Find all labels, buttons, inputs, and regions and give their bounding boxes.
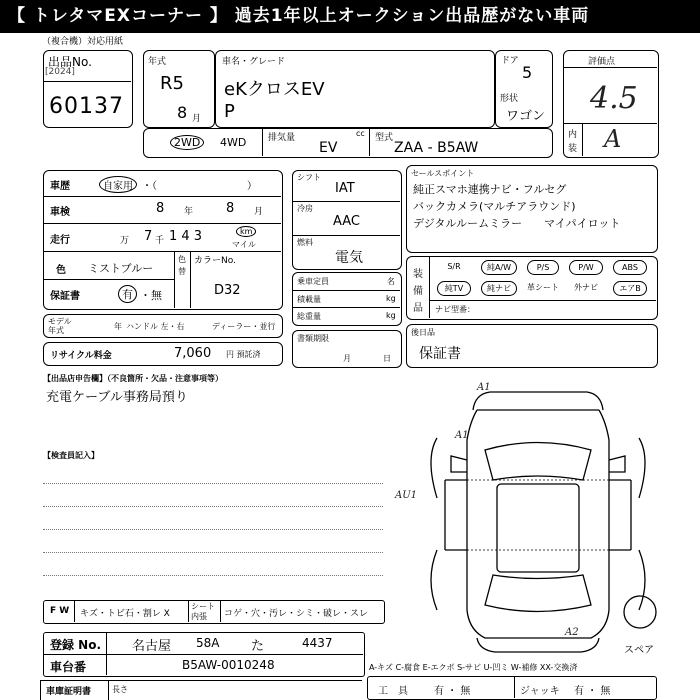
year-label: 年式 [148, 57, 167, 67]
spare-label: スペア [624, 645, 654, 656]
equip-leather: 革シート [527, 283, 559, 292]
mark-a1-left: A1 [455, 430, 469, 441]
recycle-value: 7,060 [174, 346, 212, 361]
reg-class: 58A [196, 636, 220, 650]
mark-a1-top: A1 [477, 382, 491, 393]
equip-alloy: 純A/W [481, 260, 517, 275]
doc-date-box: 書類期限 月 日 [292, 330, 402, 368]
capacity-table: 乗車定員 名 積載量 kg 総重量 kg [292, 272, 402, 326]
page-header: 【 トレタマEXコーナー 】 過去1年以上オークション出品歴がない車両 [0, 0, 700, 33]
mech-table: シフト IAT 冷房 AAC 燃料 電気 [292, 170, 402, 270]
mark-au1: AU1 [395, 490, 418, 501]
name-box [215, 50, 495, 128]
model-year-row: モデル 年式 年 ハンドル 左・右 ディーラー・並行 [43, 314, 283, 338]
color-code: D32 [214, 283, 241, 298]
equip-tv: 純TV [437, 281, 471, 296]
equip-abs: ABS [613, 260, 647, 275]
notes-label: 【出品店申告欄】（不良箇所・欠品・注意事項等） [43, 374, 223, 383]
drive-row: 2WD 4WD 排気量 cc EV 型式 ZAA - B5AW [143, 128, 553, 158]
shift-value: IAT [335, 181, 355, 196]
detail-table: 車歴 自家用 ・（ ） 車検 8 年 8 月 走行 万 7 千 1 4 3 km マイル 色 ミストブルー 色 替 カラーNo. 保証書 有 ・無 D32 [43, 170, 283, 310]
drive-4wd: 4WD [220, 136, 247, 149]
car-grade: P [224, 101, 235, 122]
color-value: ミストブルー [88, 262, 154, 275]
shape-value: ワゴン [506, 109, 546, 124]
name-label: 車名・グレード [222, 57, 286, 67]
equip-ext-navi: 外ナビ [574, 283, 598, 292]
equip-navi: 純ナビ [481, 281, 517, 296]
drive-2wd: 2WD [170, 135, 204, 150]
mark-a2: A2 [565, 627, 579, 638]
reg-number: 4437 [302, 636, 333, 650]
listing-box [43, 50, 133, 128]
year-era: R5 [160, 73, 184, 94]
damage-legend: A-キズ C-腐食 E-エクボ S-サビ U-凹ミ W-補修 XX-交換済 [369, 663, 578, 672]
door-value: 5 [522, 63, 533, 82]
mileage-value1: 7 [144, 229, 153, 244]
cert-label: 車庫証明書 [46, 687, 92, 697]
reg-kana: た [251, 639, 265, 654]
interior-grade: A [604, 125, 622, 153]
year-month: 8 [177, 103, 188, 122]
shaken-year: 8 [156, 201, 165, 216]
car-damage-diagram [395, 380, 660, 655]
after-items-box: 後日品 保証書 [406, 324, 658, 368]
mileage-value2: 1 4 3 [169, 229, 203, 244]
fuel-value: 電気 [335, 250, 363, 266]
form-note: （複合機）対応用紙 [42, 37, 124, 47]
aircon-value: AAC [333, 214, 360, 229]
chassis-number: B5AW-0010248 [182, 658, 275, 672]
equip-sr: S/R [447, 262, 461, 271]
condition-row: F W キズ・トビ石・割レ X シート 内張 コゲ・穴・汚レ・シミ・破レ・スレ [43, 600, 385, 624]
equip-pw: P/W [569, 260, 603, 275]
shaken-month: 8 [226, 201, 235, 216]
sales-points: セールスポイント 純正スマホ連携ナビ・フルセグ バックカメラ(マルチアラウンド) デジタルルームミラー マイパイロット [406, 165, 658, 253]
equip-ps: P/S [527, 260, 559, 275]
registration-box: 登録 No. 名古屋 58A た 4437 車台番 B5AW-0010248 [43, 632, 365, 677]
listing-label: 出品No. [48, 55, 92, 69]
car-model: eKクロスEV [224, 79, 325, 100]
grade-score: 4.5 [590, 81, 638, 116]
notes-value: 充電ケーブル事務局預り [46, 390, 188, 405]
listing-year-tag: [2024] [45, 67, 75, 77]
warranty-yes: 有 [118, 285, 137, 303]
equip-airbag: エアB [613, 281, 647, 296]
door-box: ドア 5 形状 ワゴン [495, 50, 553, 128]
model-code: ZAA - B5AW [394, 140, 479, 156]
history-value: 自家用 [99, 176, 137, 193]
grade-box: 評価点 4.5 内 装 A [563, 50, 659, 158]
listing-number: 60137 [49, 94, 124, 119]
reg-place: 名古屋 [132, 639, 172, 654]
year-box: 年式 R5 8 月 [143, 50, 215, 128]
recycle-row: リサイクル料金 7,060 円 預託済 [43, 342, 283, 366]
equipment-box: 装 備 品 S/R 純A/W P/S P/W ABS 純TV 純ナビ 革シート 外ナビ エアB ナビ型番： [406, 256, 658, 320]
after-items-value: 保証書 [419, 346, 461, 362]
tools-row: 工 具 有 ・ 無 ジャッキ 有 ・ 無 [367, 676, 657, 700]
engine-value: EV [319, 140, 338, 156]
inspector-label: 【検査員記入】 [43, 451, 99, 460]
